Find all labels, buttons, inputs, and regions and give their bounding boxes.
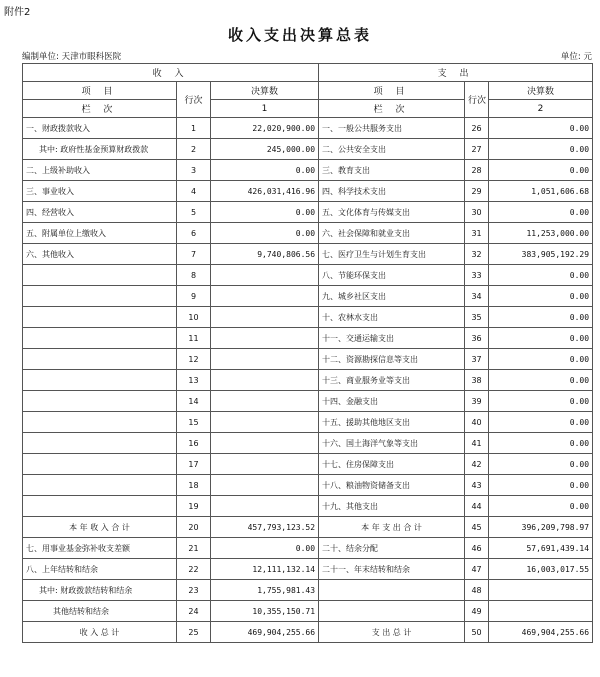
- expense-row-number: 32: [465, 244, 489, 265]
- income-item: [23, 475, 177, 496]
- income-amount: 0.00: [211, 160, 319, 181]
- expense-row-number: 36: [465, 328, 489, 349]
- expense-rowno-header: 行次: [465, 82, 489, 118]
- expense-amount-header: 决算数: [489, 82, 593, 100]
- table-row: [23, 223, 593, 244]
- expense-amount: 0.00: [489, 391, 593, 412]
- income-amount: [211, 391, 319, 412]
- income-amount: 22,020,900.00: [211, 118, 319, 139]
- income-item: 一、财政拨款收入: [23, 118, 177, 139]
- income-amount-header: 决算数: [211, 82, 319, 100]
- income-row-number: 22: [177, 559, 211, 580]
- table-row: [23, 622, 593, 643]
- income-row-number: 9: [177, 286, 211, 307]
- expense-amount: 0.00: [489, 454, 593, 475]
- table-row: [23, 307, 593, 328]
- expense-amount: 0.00: [489, 496, 593, 517]
- header-row-3: [23, 100, 593, 118]
- income-amount: 245,000.00: [211, 139, 319, 160]
- income-item: [23, 496, 177, 517]
- expense-item: 二十一、年末结转和结余: [319, 559, 465, 580]
- currency-unit: 单位: 元: [560, 52, 592, 62]
- income-item: 其中: 政府性基金预算财政拨款: [23, 139, 177, 160]
- expense-amount: 1,051,606.68: [489, 181, 593, 202]
- expense-row-number: 29: [465, 181, 489, 202]
- income-item: [23, 391, 177, 412]
- income-row-number: 8: [177, 265, 211, 286]
- expense-item: 七、医疗卫生与计划生育支出: [319, 244, 465, 265]
- expense-item: 一、一般公共服务支出: [319, 118, 465, 139]
- income-item: [23, 454, 177, 475]
- expense-row-number: 43: [465, 475, 489, 496]
- income-column-label: 栏 次: [23, 100, 177, 118]
- income-item: 二、上级补助收入: [23, 160, 177, 181]
- income-item: [23, 307, 177, 328]
- table-row: [23, 496, 593, 517]
- income-row-number: 25: [177, 622, 211, 643]
- income-item: 六、其他收入: [23, 244, 177, 265]
- expense-row-number: 37: [465, 349, 489, 370]
- expense-row-number: 28: [465, 160, 489, 181]
- income-amount: [211, 412, 319, 433]
- expense-item: 十八、粮油物资储备支出: [319, 475, 465, 496]
- income-item: [23, 265, 177, 286]
- expense-header: 支 出: [319, 64, 593, 82]
- expense-amount: 0.00: [489, 160, 593, 181]
- income-item: 其他结转和结余: [23, 601, 177, 622]
- income-item: 五、附属单位上缴收入: [23, 223, 177, 244]
- table-row: [23, 349, 593, 370]
- table-row: [23, 601, 593, 622]
- expense-item: 九、城乡社区支出: [319, 286, 465, 307]
- income-amount: 457,793,123.52: [211, 517, 319, 538]
- income-amount: [211, 475, 319, 496]
- expense-row-number: 49: [465, 601, 489, 622]
- table-row: [23, 391, 593, 412]
- income-row-number: 16: [177, 433, 211, 454]
- table-row: [23, 559, 593, 580]
- expense-item: 八、节能环保支出: [319, 265, 465, 286]
- income-amount: [211, 496, 319, 517]
- income-amount: 0.00: [211, 202, 319, 223]
- expense-row-number: 40: [465, 412, 489, 433]
- income-row-number: 17: [177, 454, 211, 475]
- expense-row-number: 50: [465, 622, 489, 643]
- expense-amount: 383,905,192.29: [489, 244, 593, 265]
- income-row-number: 20: [177, 517, 211, 538]
- income-item: [23, 349, 177, 370]
- expense-amount: 0.00: [489, 139, 593, 160]
- expense-row-number: 33: [465, 265, 489, 286]
- income-row-number: 14: [177, 391, 211, 412]
- expense-item: 四、科学技术支出: [319, 181, 465, 202]
- table-row: [23, 412, 593, 433]
- income-amount: 1,755,981.43: [211, 580, 319, 601]
- expense-row-number: 30: [465, 202, 489, 223]
- income-item: 本 年 收 入 合 计: [23, 517, 177, 538]
- expense-item: [319, 580, 465, 601]
- expense-amount: 0.00: [489, 370, 593, 391]
- expense-amount: 16,003,017.55: [489, 559, 593, 580]
- attachment-label: 附件2: [4, 7, 31, 18]
- income-item: 其中: 财政拨款结转和结余: [23, 580, 177, 601]
- unit-line: [22, 50, 592, 63]
- expense-column-number: 2: [489, 100, 593, 118]
- income-header: 收 入: [23, 64, 319, 82]
- income-row-number: 15: [177, 412, 211, 433]
- table-row: [23, 160, 593, 181]
- expense-column-label: 栏 次: [319, 100, 465, 118]
- income-amount: [211, 265, 319, 286]
- expense-item: 十三、商业服务业等支出: [319, 370, 465, 391]
- income-item: [23, 412, 177, 433]
- expense-item: 十五、援助其他地区支出: [319, 412, 465, 433]
- income-column-number: 1: [211, 100, 319, 118]
- income-row-number: 11: [177, 328, 211, 349]
- income-amount: 0.00: [211, 223, 319, 244]
- expense-amount: 0.00: [489, 286, 593, 307]
- expense-item: [319, 601, 465, 622]
- header-row-1: [23, 64, 593, 82]
- income-row-number: 1: [177, 118, 211, 139]
- income-rowno-header: 行次: [177, 82, 211, 118]
- expense-item: 十七、住房保障支出: [319, 454, 465, 475]
- table-row: [23, 244, 593, 265]
- income-row-number: 24: [177, 601, 211, 622]
- expense-item: 二、公共安全支出: [319, 139, 465, 160]
- expense-item: 五、文化体育与传媒支出: [319, 202, 465, 223]
- expense-row-number: 38: [465, 370, 489, 391]
- expense-row-number: 48: [465, 580, 489, 601]
- expense-item: 十六、国土海洋气象等支出: [319, 433, 465, 454]
- table-row: [23, 475, 593, 496]
- expense-amount: 0.00: [489, 202, 593, 223]
- expense-item: 本 年 支 出 合 计: [319, 517, 465, 538]
- expense-item: 十九、其他支出: [319, 496, 465, 517]
- income-row-number: 2: [177, 139, 211, 160]
- income-row-number: 7: [177, 244, 211, 265]
- table-row: [23, 286, 593, 307]
- expense-row-number: 42: [465, 454, 489, 475]
- income-row-number: 21: [177, 538, 211, 559]
- income-item: [23, 286, 177, 307]
- income-item: [23, 328, 177, 349]
- table-row: [23, 517, 593, 538]
- expense-amount: 0.00: [489, 328, 593, 349]
- summary-table: [22, 63, 593, 643]
- expense-amount: 0.00: [489, 412, 593, 433]
- expense-row-number: 45: [465, 517, 489, 538]
- expense-item: 三、教育支出: [319, 160, 465, 181]
- table-row: [23, 433, 593, 454]
- income-amount: [211, 454, 319, 475]
- income-row-number: 3: [177, 160, 211, 181]
- table-row: [23, 370, 593, 391]
- expense-row-number: 41: [465, 433, 489, 454]
- expense-row-number: 26: [465, 118, 489, 139]
- page-title: 收入支出决算总表: [227, 26, 372, 44]
- header-row-2: [23, 82, 593, 100]
- income-item: [23, 370, 177, 391]
- income-item: 八、上年结转和结余: [23, 559, 177, 580]
- expense-item: 支 出 总 计: [319, 622, 465, 643]
- income-amount: [211, 349, 319, 370]
- income-amount: [211, 370, 319, 391]
- expense-amount: 0.00: [489, 265, 593, 286]
- expense-amount: 469,904,255.66: [489, 622, 593, 643]
- income-amount: [211, 286, 319, 307]
- income-row-number: 19: [177, 496, 211, 517]
- table-row: [23, 454, 593, 475]
- income-amount: 426,031,416.96: [211, 181, 319, 202]
- expense-amount: [489, 601, 593, 622]
- income-row-number: 6: [177, 223, 211, 244]
- table-row: [23, 202, 593, 223]
- expense-amount: 11,253,000.00: [489, 223, 593, 244]
- income-amount: 10,355,150.71: [211, 601, 319, 622]
- income-row-number: 10: [177, 307, 211, 328]
- expense-item: 十二、资源勘探信息等支出: [319, 349, 465, 370]
- income-item: 三、事业收入: [23, 181, 177, 202]
- income-row-number: 4: [177, 181, 211, 202]
- table-row: [23, 265, 593, 286]
- expense-amount: 0.00: [489, 118, 593, 139]
- expense-item: 十、农林水支出: [319, 307, 465, 328]
- table-row: [23, 328, 593, 349]
- expense-row-number: 39: [465, 391, 489, 412]
- income-amount: 469,904,255.66: [211, 622, 319, 643]
- income-row-number: 23: [177, 580, 211, 601]
- income-row-number: 5: [177, 202, 211, 223]
- income-item: 七、用事业基金弥补收支差额: [23, 538, 177, 559]
- income-amount: 9,740,806.56: [211, 244, 319, 265]
- expense-item: 十一、交通运输支出: [319, 328, 465, 349]
- expense-amount: 0.00: [489, 349, 593, 370]
- income-item-header: 项 目: [23, 82, 177, 100]
- income-amount: [211, 307, 319, 328]
- expense-row-number: 35: [465, 307, 489, 328]
- expense-amount: 0.00: [489, 307, 593, 328]
- table-row: [23, 580, 593, 601]
- expense-row-number: 47: [465, 559, 489, 580]
- expense-item: 十四、金融支出: [319, 391, 465, 412]
- expense-amount: 396,209,798.97: [489, 517, 593, 538]
- income-item: [23, 433, 177, 454]
- table-row: [23, 181, 593, 202]
- table-row: [23, 538, 593, 559]
- table-row: [23, 139, 593, 160]
- expense-amount: 57,691,439.14: [489, 538, 593, 559]
- income-row-number: 13: [177, 370, 211, 391]
- expense-amount: 0.00: [489, 475, 593, 496]
- income-item: 四、经营收入: [23, 202, 177, 223]
- income-row-number: 18: [177, 475, 211, 496]
- expense-item-header: 项 目: [319, 82, 465, 100]
- income-row-number: 12: [177, 349, 211, 370]
- expense-row-number: 27: [465, 139, 489, 160]
- income-amount: [211, 433, 319, 454]
- expense-row-number: 31: [465, 223, 489, 244]
- income-amount: 0.00: [211, 538, 319, 559]
- income-amount: 12,111,132.14: [211, 559, 319, 580]
- expense-row-number: 34: [465, 286, 489, 307]
- income-item: 收 入 总 计: [23, 622, 177, 643]
- reporting-unit: 编制单位: 天津市眼科医院: [22, 52, 122, 62]
- table-row: [23, 118, 593, 139]
- expense-amount: 0.00: [489, 433, 593, 454]
- expense-row-number: 46: [465, 538, 489, 559]
- income-amount: [211, 328, 319, 349]
- expense-amount: [489, 580, 593, 601]
- expense-item: 六、社会保障和就业支出: [319, 223, 465, 244]
- expense-item: 二十、结余分配: [319, 538, 465, 559]
- expense-row-number: 44: [465, 496, 489, 517]
